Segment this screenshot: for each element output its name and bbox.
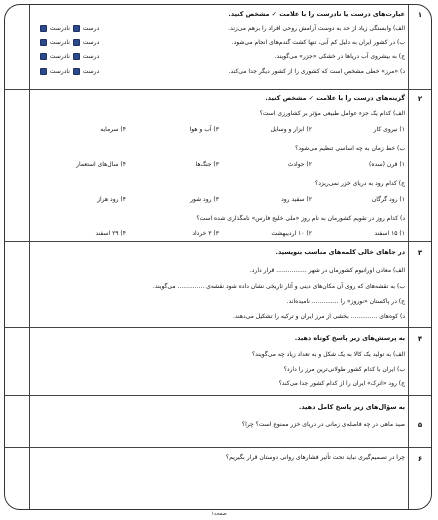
question-title: گزینه‌های درست را با علامت ✓ مشخص کنید.: [265, 94, 405, 102]
true-checkbox[interactable]: [73, 68, 80, 75]
question-title: به پرسش‌های زیر پاسخ کوتاه دهید.: [294, 334, 405, 342]
exam-paper: [4, 4, 432, 510]
false-label: نادرست: [49, 39, 70, 46]
statement-d: د) «مرز» خطی مشخص است که کشوری را از کشور دیگر جدا می‌کند.: [228, 68, 405, 75]
true-label: درست: [82, 25, 100, 32]
option[interactable]: ۳) ۳ خرداد: [192, 230, 219, 237]
question-title: عبارت‌های درست یا نادرست را با علامت ✓ مشخص کنید.: [228, 10, 405, 18]
question-number: ۴: [417, 335, 423, 343]
false-checkbox[interactable]: [40, 25, 47, 32]
option[interactable]: ۳) رود شور: [190, 196, 219, 203]
mcq-c-question: ج) کدام رود به دریای خزر نمی‌ریزد؟: [315, 180, 405, 187]
question-title: به سؤال‌های زیر پاسخ کامل دهید.: [298, 403, 405, 411]
true-label: درست: [82, 68, 100, 75]
blank-b: ب) به نقشه‌های که روی آن مکان‌های دینی و آثار تاریخی نشان داده شود نقشه‌ی .............. می‌گویند.: [152, 283, 405, 290]
option[interactable]: ۴) رود هراز: [97, 196, 126, 203]
statement-a: الف) وابستگی زیاد از حد به دوست آرامش روحی افراد را برهم می‌زند.: [228, 25, 405, 32]
option[interactable]: ۱) نیروی کار: [373, 126, 405, 133]
option[interactable]: ۲) ۱۰ اردیبهشت: [271, 230, 312, 237]
question-title: در جاهای خالی کلمه‌های مناسب بنویسید.: [275, 248, 405, 256]
option[interactable]: ۱) رود گرگان: [371, 196, 405, 203]
mcq-b-options: [33, 161, 405, 169]
tf-choice-a: [39, 25, 99, 32]
true-checkbox[interactable]: [73, 25, 80, 32]
short-answer-c: ج) رود «اترک» ایران را از کدام کشور جدا می‌کند؟: [278, 380, 405, 387]
false-checkbox[interactable]: [40, 68, 47, 75]
section-6: [5, 447, 431, 510]
section-5: [5, 395, 431, 448]
mcq-d-options: [33, 230, 405, 238]
tf-choice-d: [39, 68, 99, 75]
section-2: [5, 89, 431, 242]
question-number: ۳: [417, 249, 423, 257]
blank-c: ج) در پاکستان «نوروز» را .............. نامیده‌اند.: [286, 298, 405, 305]
option[interactable]: ۳) جنگ‌ها: [195, 161, 219, 168]
question-number: ۵: [417, 421, 423, 429]
mcq-d-question: د) کدام روز در تقویم کشورمان به نام روز «ملی خلیج فارس» نامگذاری شده است؟: [196, 215, 405, 222]
tf-choice-b: [39, 39, 99, 46]
statement-b: ب) در کشور ایران به دلیل کم آبی، تنها کشت گندم‌های انجام می‌شود.: [231, 39, 405, 46]
statement-c: ج) به بیشروی آب دریاها در خشکی «جزر» می‌گویند.: [274, 53, 405, 60]
option[interactable]: ۲) سفید رود: [281, 196, 312, 203]
option[interactable]: ۲) حوادث: [287, 161, 312, 168]
blank-d: د) کوه‌های .............. بخشی از مرز ایران و ترکیه را تشکیل می‌دهند.: [232, 313, 405, 320]
long-answer-question: صید ماهی در چه فاصله‌ی زمانی در دریای خزر ممنوع است؟ چرا؟: [241, 421, 405, 428]
section-1: [5, 5, 431, 90]
question-number: ۶: [417, 455, 423, 463]
mcq-a-options: [33, 126, 405, 134]
mcq-b-question: ب) خط زمان به چه اساسی تنظیم می‌شود؟: [295, 145, 405, 152]
option[interactable]: ۴) سال‌های استعمار: [76, 161, 126, 168]
true-label: درست: [82, 53, 100, 60]
option[interactable]: ۱) قرن (سده): [369, 161, 405, 168]
option[interactable]: ۴) سرمایه: [100, 126, 126, 133]
false-label: نادرست: [49, 25, 70, 32]
false-label: نادرست: [49, 68, 70, 75]
true-checkbox[interactable]: [73, 53, 80, 60]
tf-choice-c: [39, 53, 99, 60]
question-number: ۲: [417, 95, 423, 103]
false-checkbox[interactable]: [40, 53, 47, 60]
long-answer-question: چرا در تصمیم‌گیری نباید تحت تأثیر فشارهای روانی دوستان قرار بگیریم؟: [225, 454, 405, 461]
blank-a: الف) معادن اورانیوم کشورمان در شهر ................ قرار دارد.: [249, 267, 405, 274]
true-label: درست: [82, 39, 100, 46]
option[interactable]: ۱) ۱۵ اسفند: [374, 230, 405, 237]
option[interactable]: ۴) ۲۹ اسفند: [95, 230, 126, 237]
question-number: ۱: [417, 11, 423, 19]
short-answer-b: ب) ایران با کدام کشور طولانی‌ترین مرز را دارد؟: [283, 366, 405, 373]
mcq-a-question: الف) کدام یک جزء عوامل طبیعی مؤثر بر کشاورزی است؟: [259, 110, 405, 117]
short-answer-a: الف) به تولید یک کالا به یک شکل و به تعداد زیاد چه می‌گویند؟: [251, 351, 405, 358]
section-3: [5, 241, 431, 328]
option[interactable]: ۲) ابزار و وسایل: [270, 126, 312, 133]
true-checkbox[interactable]: [73, 39, 80, 46]
page-number: صفحه۱: [211, 511, 227, 517]
option[interactable]: ۳) آب و هوا: [189, 126, 219, 133]
false-checkbox[interactable]: [40, 39, 47, 46]
mcq-c-options: [33, 196, 405, 204]
false-label: نادرست: [49, 53, 70, 60]
section-4: [5, 327, 431, 396]
